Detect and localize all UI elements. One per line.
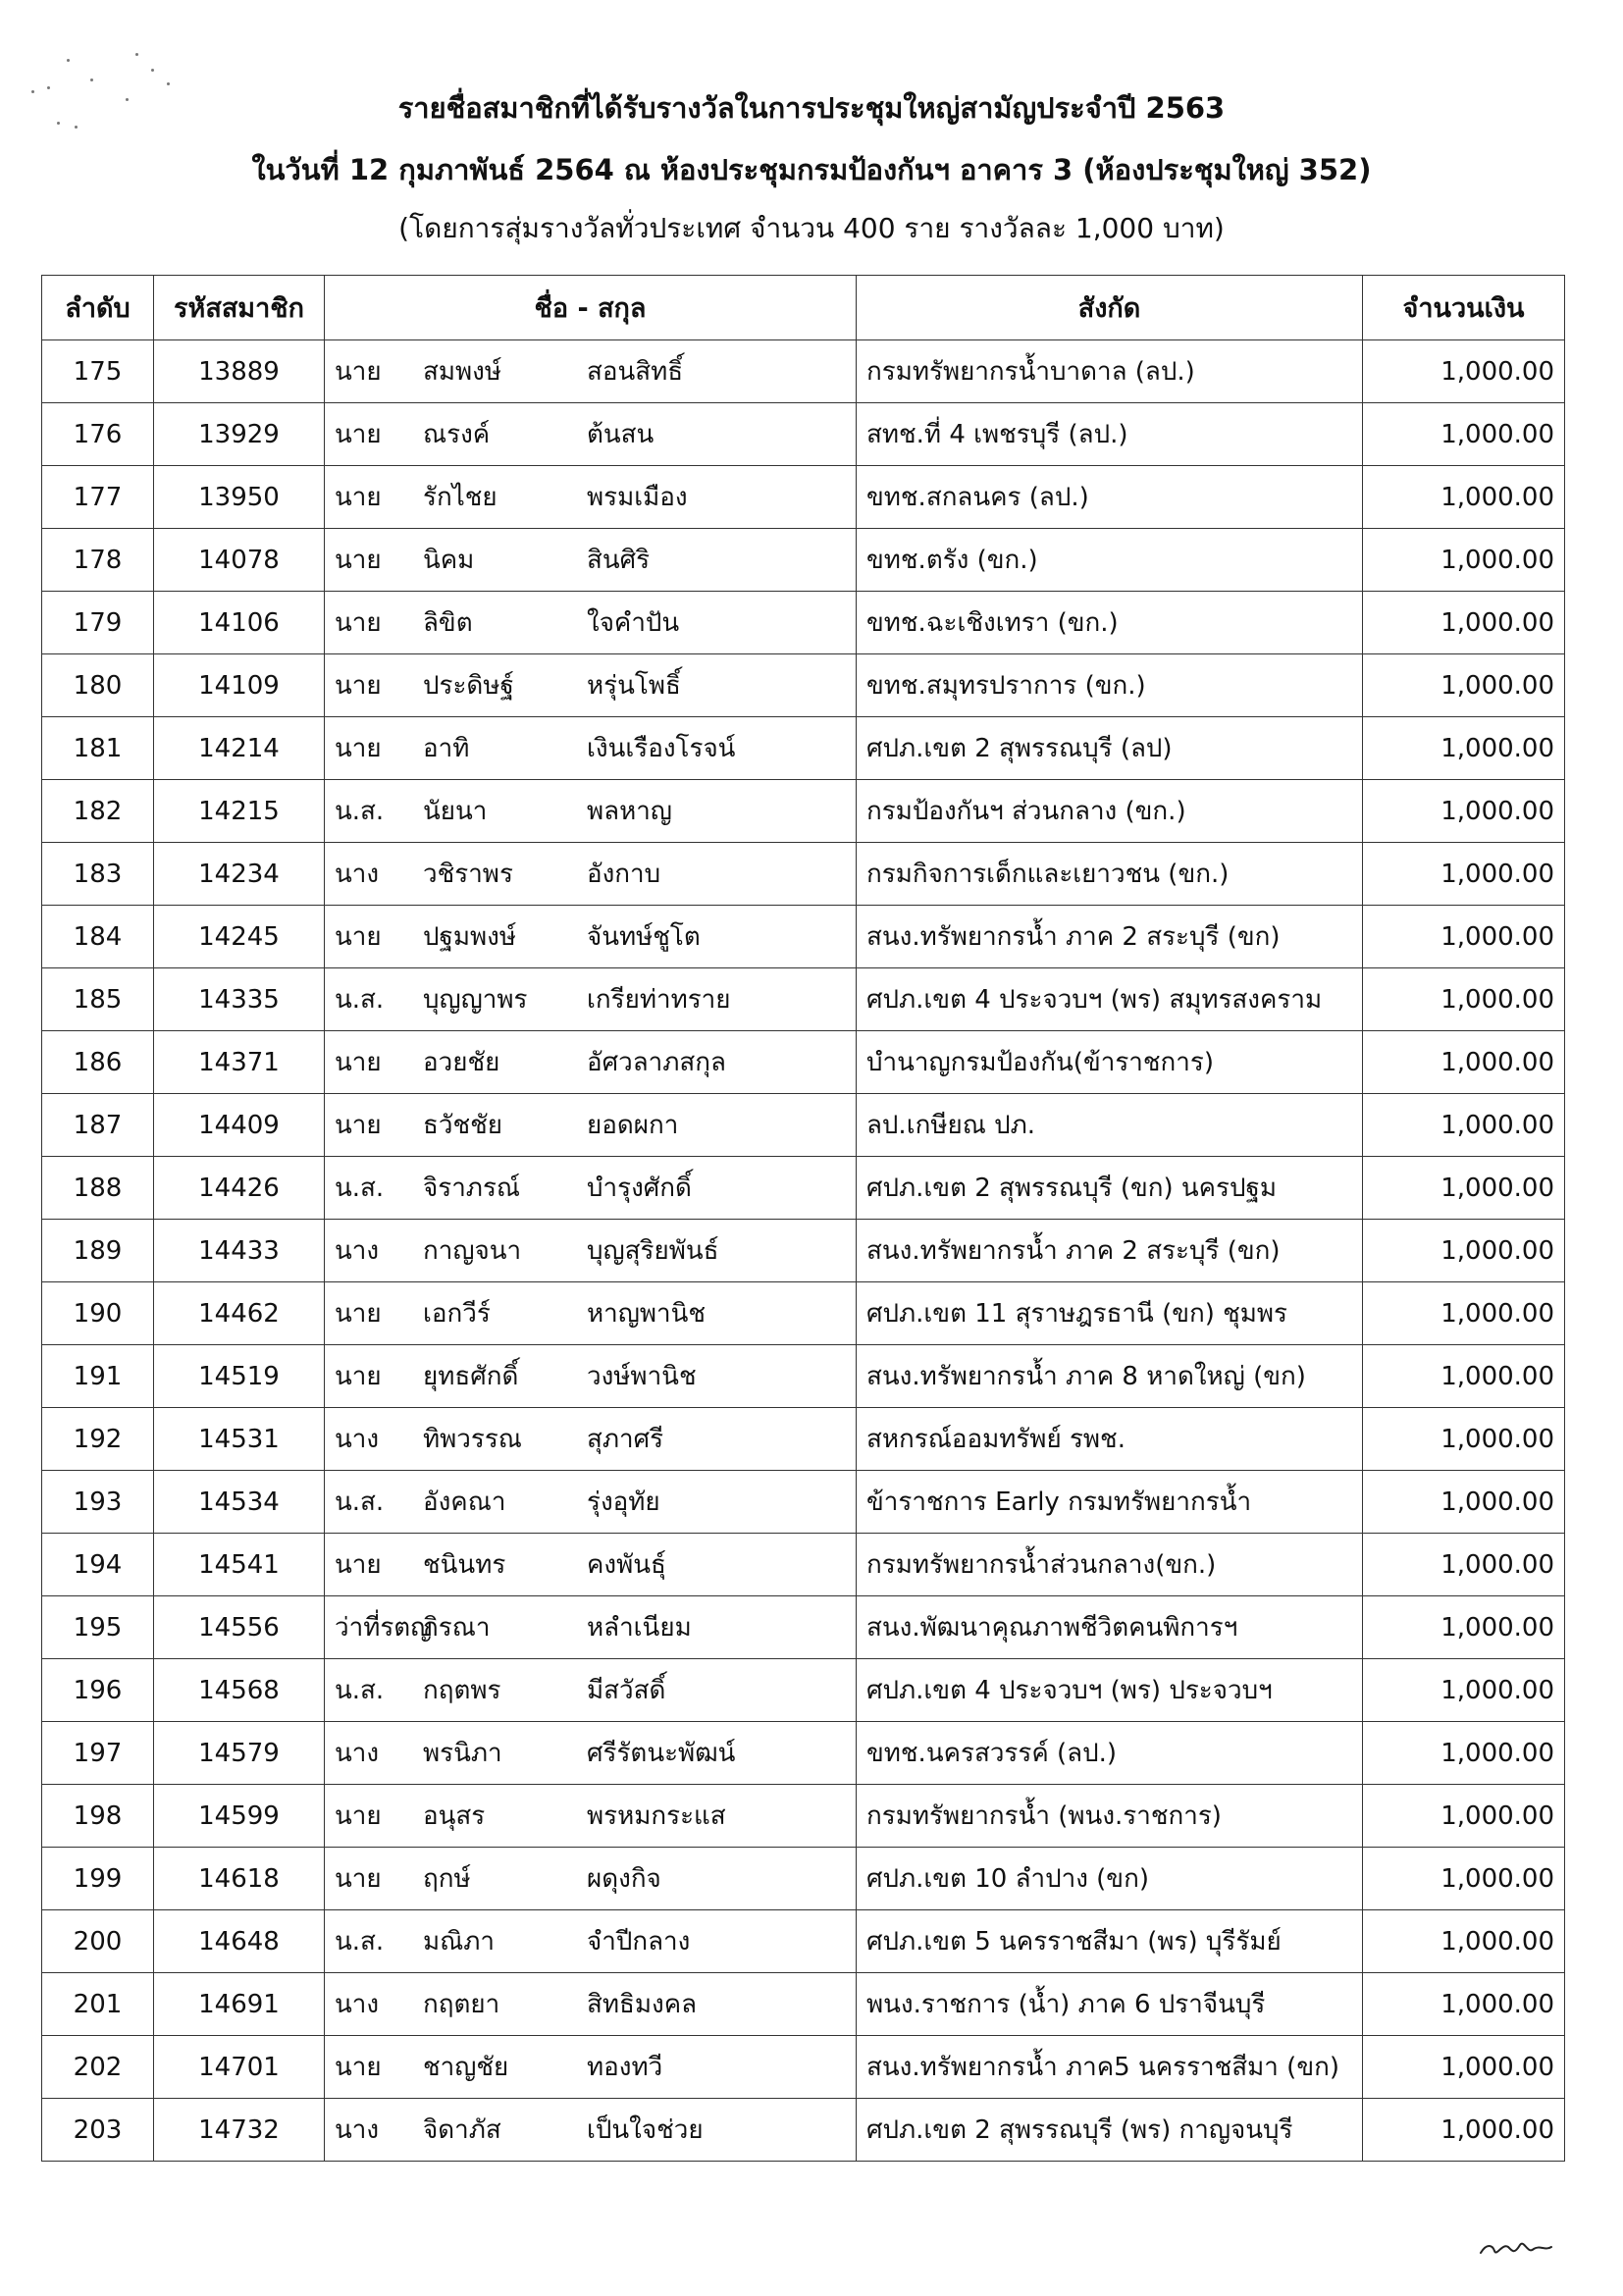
- first-name: ฤกษ์: [423, 1864, 471, 1894]
- member-id: 14215: [154, 780, 325, 843]
- row-number: 180: [42, 654, 154, 717]
- member-name: [325, 1157, 857, 1220]
- member-id: 14648: [154, 1910, 325, 1973]
- winners-table: [41, 275, 1565, 2162]
- table-header-row: [42, 276, 1565, 340]
- member-id: 14519: [154, 1345, 325, 1408]
- row-number: 197: [42, 1722, 154, 1785]
- row-number: 190: [42, 1282, 154, 1345]
- name-prefix: นาย: [335, 546, 382, 575]
- amount: 1,000.00: [1363, 1910, 1565, 1973]
- name-prefix: น.ส.: [335, 1174, 385, 1203]
- row-number: 186: [42, 1031, 154, 1094]
- member-name: [325, 1596, 857, 1659]
- member-id: 14531: [154, 1408, 325, 1471]
- table-row: [42, 1596, 1565, 1659]
- member-name: [325, 968, 857, 1031]
- member-name: [325, 2099, 857, 2162]
- name-prefix: นาย: [335, 420, 382, 449]
- affiliation: กรมทรัพยากรน้ำส่วนกลาง(ขก.): [857, 1534, 1363, 1596]
- col-header-member-id: รหัสสมาชิก: [154, 276, 325, 340]
- row-number: 202: [42, 2036, 154, 2099]
- affiliation: ศปภ.เขต 4 ประจวบฯ (พร) สมุทรสงคราม: [857, 968, 1363, 1031]
- affiliation: ศปภ.เขต 5 นครราชสีมา (พร) บุรีรัมย์: [857, 1910, 1363, 1973]
- amount: 1,000.00: [1363, 843, 1565, 906]
- name-prefix: นาย: [335, 1864, 382, 1894]
- row-number: 203: [42, 2099, 154, 2162]
- member-name: [325, 592, 857, 654]
- member-id: 14214: [154, 717, 325, 780]
- affiliation: สทช.ที่ 4 เพชรบุรี (ลป.): [857, 403, 1363, 466]
- last-name: จันทษ์ชูโต: [587, 922, 701, 952]
- member-name: [325, 529, 857, 592]
- table-row: [42, 1094, 1565, 1157]
- amount: 1,000.00: [1363, 592, 1565, 654]
- member-name: [325, 1659, 857, 1722]
- affiliation: ศปภ.เขต 10 ลำปาง (ขก): [857, 1848, 1363, 1910]
- member-id: 14618: [154, 1848, 325, 1910]
- last-name: หาญพานิช: [587, 1299, 707, 1329]
- amount: 1,000.00: [1363, 1973, 1565, 2036]
- member-id: 14433: [154, 1220, 325, 1282]
- last-name: อังกาบ: [587, 860, 661, 889]
- member-id: 14541: [154, 1534, 325, 1596]
- member-id: 14579: [154, 1722, 325, 1785]
- first-name: กฤตพร: [423, 1676, 501, 1705]
- table-row: [42, 906, 1565, 968]
- table-row: [42, 340, 1565, 403]
- first-name: มณิภา: [423, 1927, 495, 1957]
- table-row: [42, 592, 1565, 654]
- member-name: [325, 1910, 857, 1973]
- first-name: ลิขิต: [423, 608, 473, 638]
- name-prefix: นาย: [335, 1550, 382, 1580]
- name-prefix: นาย: [335, 2053, 382, 2082]
- amount: 1,000.00: [1363, 1094, 1565, 1157]
- row-number: 189: [42, 1220, 154, 1282]
- col-header-name: ชื่อ - สกุล: [325, 276, 857, 340]
- row-number: 188: [42, 1157, 154, 1220]
- row-number: 176: [42, 403, 154, 466]
- member-name: [325, 1220, 857, 1282]
- first-name: จิดาภัส: [423, 2115, 501, 2145]
- row-number: 191: [42, 1345, 154, 1408]
- member-id: 14426: [154, 1157, 325, 1220]
- affiliation: ศปภ.เขต 2 สุพรรณบุรี (ลป): [857, 717, 1363, 780]
- amount: 1,000.00: [1363, 1722, 1565, 1785]
- member-id: 13929: [154, 403, 325, 466]
- row-number: 178: [42, 529, 154, 592]
- table-row: [42, 1220, 1565, 1282]
- amount: 1,000.00: [1363, 1596, 1565, 1659]
- amount: 1,000.00: [1363, 1785, 1565, 1848]
- first-name: รักไชย: [423, 483, 497, 512]
- member-id: 14234: [154, 843, 325, 906]
- table-row: [42, 1722, 1565, 1785]
- last-name: เป็นใจช่วย: [587, 2115, 704, 2145]
- amount: 1,000.00: [1363, 340, 1565, 403]
- affiliation: ข้าราชการ Early กรมทรัพยากรน้ำ: [857, 1471, 1363, 1534]
- name-prefix: นาย: [335, 483, 382, 512]
- name-prefix: น.ส.: [335, 1487, 385, 1517]
- row-number: 181: [42, 717, 154, 780]
- affiliation: ลป.เกษียณ ปภ.: [857, 1094, 1363, 1157]
- name-prefix: นาง: [335, 1990, 380, 2019]
- member-id: 14599: [154, 1785, 325, 1848]
- first-name: ทิพวรรณ: [423, 1425, 522, 1454]
- member-id: 14245: [154, 906, 325, 968]
- last-name: คงพันธุ์: [587, 1550, 666, 1580]
- table-row: [42, 1031, 1565, 1094]
- table-row: [42, 1345, 1565, 1408]
- member-id: 14701: [154, 2036, 325, 2099]
- first-name: บุญญาพร: [423, 985, 528, 1015]
- last-name: บุญสุริยพันธ์: [587, 1236, 719, 1266]
- first-name: พรนิภา: [423, 1739, 502, 1768]
- name-prefix: นาย: [335, 671, 382, 701]
- last-name: หลำเนียม: [587, 1613, 692, 1643]
- first-name: ณรงค์: [423, 420, 491, 449]
- last-name: สอนสิทธิ์: [587, 357, 684, 387]
- row-number: 183: [42, 843, 154, 906]
- amount: 1,000.00: [1363, 2099, 1565, 2162]
- member-name: [325, 906, 857, 968]
- document-header: [0, 86, 1623, 249]
- table-row: [42, 2099, 1565, 2162]
- member-id: 14109: [154, 654, 325, 717]
- col-header-no: ลำดับ: [42, 276, 154, 340]
- row-number: 184: [42, 906, 154, 968]
- table-body: [42, 340, 1565, 2162]
- member-id: 13889: [154, 340, 325, 403]
- affiliation: กรมป้องกันฯ ส่วนกลาง (ขก.): [857, 780, 1363, 843]
- amount: 1,000.00: [1363, 1031, 1565, 1094]
- table-row: [42, 1973, 1565, 2036]
- member-name: [325, 466, 857, 529]
- document-title-line2: ในวันที่ 12 กุมภาพันธ์ 2564 ณ ห้องประชุมกรมป้องกันฯ อาคาร 3 (ห้องประชุมใหญ่ 352): [251, 153, 1372, 186]
- table-row: [42, 1534, 1565, 1596]
- amount: 1,000.00: [1363, 906, 1565, 968]
- member-name: [325, 1722, 857, 1785]
- name-prefix: นาย: [335, 1362, 382, 1391]
- member-name: [325, 1973, 857, 2036]
- first-name: สมพงษ์: [423, 357, 501, 387]
- amount: 1,000.00: [1363, 968, 1565, 1031]
- row-number: 177: [42, 466, 154, 529]
- amount: 1,000.00: [1363, 1282, 1565, 1345]
- affiliation: สนง.ทรัพยากรน้ำ ภาค 2 สระบุรี (ขก): [857, 1220, 1363, 1282]
- affiliation: บำนาญกรมป้องกัน(ข้าราชการ): [857, 1031, 1363, 1094]
- first-name: ชาญชัย: [423, 2053, 509, 2082]
- last-name: สุภาศรี: [587, 1425, 664, 1454]
- affiliation: ขทช.ตรัง (ขก.): [857, 529, 1363, 592]
- member-name: [325, 717, 857, 780]
- affiliation: สนง.ทรัพยากรน้ำ ภาค 8 หาดใหญ่ (ขก): [857, 1345, 1363, 1408]
- last-name: เงินเรืองโรจน์: [587, 734, 736, 763]
- name-prefix: นาง: [335, 1425, 380, 1454]
- amount: 1,000.00: [1363, 1534, 1565, 1596]
- table-row: [42, 780, 1565, 843]
- table-row: [42, 1408, 1565, 1471]
- last-name: มีสวัสดิ์: [587, 1676, 666, 1705]
- table-row: [42, 1785, 1565, 1848]
- member-id: 14335: [154, 968, 325, 1031]
- row-number: 198: [42, 1785, 154, 1848]
- member-name: [325, 2036, 857, 2099]
- affiliation: ขทช.ฉะเชิงเทรา (ขก.): [857, 592, 1363, 654]
- member-name: [325, 1094, 857, 1157]
- last-name: พลหาญ: [587, 797, 672, 826]
- amount: 1,000.00: [1363, 717, 1565, 780]
- affiliation: พนง.ราชการ (น้ำ) ภาค 6 ปราจีนบุรี: [857, 1973, 1363, 2036]
- last-name: รุ่งอุทัย: [587, 1487, 660, 1517]
- col-header-amount: จำนวนเงิน: [1363, 276, 1565, 340]
- amount: 1,000.00: [1363, 1157, 1565, 1220]
- member-name: [325, 1785, 857, 1848]
- name-prefix: น.ส.: [335, 797, 385, 826]
- member-id: 13950: [154, 466, 325, 529]
- amount: 1,000.00: [1363, 1471, 1565, 1534]
- member-id: 14556: [154, 1596, 325, 1659]
- amount: 1,000.00: [1363, 403, 1565, 466]
- last-name: พรมเมือง: [587, 483, 688, 512]
- affiliation: ขทช.นครสวรรค์ (ลป.): [857, 1722, 1363, 1785]
- row-number: 182: [42, 780, 154, 843]
- member-id: 14409: [154, 1094, 325, 1157]
- affiliation: ขทช.สมุทรปราการ (ขก.): [857, 654, 1363, 717]
- table-row: [42, 1471, 1565, 1534]
- amount: 1,000.00: [1363, 2036, 1565, 2099]
- table-row: [42, 1157, 1565, 1220]
- row-number: 175: [42, 340, 154, 403]
- last-name: วงษ์พานิช: [587, 1362, 697, 1391]
- affiliation: ขทช.สกลนคร (ลป.): [857, 466, 1363, 529]
- member-name: [325, 1471, 857, 1534]
- member-name: [325, 340, 857, 403]
- first-name: ชนินทร: [423, 1550, 506, 1580]
- amount: 1,000.00: [1363, 780, 1565, 843]
- name-prefix: นาง: [335, 2115, 380, 2145]
- affiliation: ศปภ.เขต 2 สุพรรณบุรี (พร) กาญจนบุรี: [857, 2099, 1363, 2162]
- affiliation: สนง.ทรัพยากรน้ำ ภาค5 นครราชสีมา (ขก): [857, 2036, 1363, 2099]
- member-id: 14078: [154, 529, 325, 592]
- member-id: 14462: [154, 1282, 325, 1345]
- last-name: สิทธิมงคล: [587, 1990, 698, 2019]
- member-name: [325, 1408, 857, 1471]
- name-prefix: นาย: [335, 1299, 382, 1329]
- last-name: จำปีกลาง: [587, 1927, 691, 1957]
- last-name: สินศิริ: [587, 546, 651, 575]
- table-row: [42, 1659, 1565, 1722]
- row-number: 193: [42, 1471, 154, 1534]
- table-row: [42, 1282, 1565, 1345]
- row-number: 200: [42, 1910, 154, 1973]
- name-prefix: นาย: [335, 734, 382, 763]
- last-name: เกรียท่าทราย: [587, 985, 731, 1015]
- amount: 1,000.00: [1363, 529, 1565, 592]
- name-prefix: นาย: [335, 1048, 382, 1077]
- amount: 1,000.00: [1363, 1408, 1565, 1471]
- last-name: หรุ่นโพธิ์: [587, 671, 681, 701]
- table-row: [42, 843, 1565, 906]
- last-name: พรหมกระแส: [587, 1801, 726, 1831]
- member-name: [325, 654, 857, 717]
- last-name: ทองทวี: [587, 2053, 663, 2082]
- affiliation: ศปภ.เขต 11 สุราษฎรธานี (ขก) ชุมพร: [857, 1282, 1363, 1345]
- name-prefix: นาย: [335, 1801, 382, 1831]
- last-name: อัศวลาภสกุล: [587, 1048, 726, 1077]
- table-row: [42, 654, 1565, 717]
- first-name: อวยชัย: [423, 1048, 500, 1077]
- first-name: ยุทธศักดิ์: [423, 1362, 519, 1391]
- row-number: 194: [42, 1534, 154, 1596]
- first-name: นิคม: [423, 546, 475, 575]
- affiliation: สหกรณ์ออมทรัพย์ รพช.: [857, 1408, 1363, 1471]
- document-subtitle: (โดยการสุ่มรางวัลทั่วประเทศ จำนวน 400 ราย รางวัลละ 1,000 บาท): [398, 212, 1225, 244]
- first-name: อังคณา: [423, 1487, 506, 1517]
- member-name: [325, 1282, 857, 1345]
- name-prefix: น.ส.: [335, 985, 385, 1015]
- first-name: จิราภรณ์: [423, 1174, 521, 1203]
- last-name: ผดุงกิจ: [587, 1864, 661, 1894]
- member-id: 14106: [154, 592, 325, 654]
- row-number: 185: [42, 968, 154, 1031]
- col-header-affiliation: สังกัด: [857, 276, 1363, 340]
- affiliation: ศปภ.เขต 2 สุพรรณบุรี (ขก) นครปฐม: [857, 1157, 1363, 1220]
- name-prefix: นาย: [335, 1111, 382, 1140]
- affiliation: กรมทรัพยากรน้ำบาดาล (ลป.): [857, 340, 1363, 403]
- table-row: [42, 2036, 1565, 2099]
- row-number: 196: [42, 1659, 154, 1722]
- first-name: ปฐมพงษ์: [423, 922, 516, 952]
- name-prefix: นาย: [335, 357, 382, 387]
- first-name: อนุสร: [423, 1801, 486, 1831]
- first-name: กาญจนา: [423, 1236, 522, 1266]
- affiliation: ศปภ.เขต 4 ประจวบฯ (พร) ประจวบฯ: [857, 1659, 1363, 1722]
- name-prefix: นาย: [335, 608, 382, 638]
- amount: 1,000.00: [1363, 1345, 1565, 1408]
- first-name: อาทิ: [423, 734, 470, 763]
- table-row: [42, 466, 1565, 529]
- first-name: ประดิษฐ์: [423, 671, 514, 701]
- document-title: รายชื่อสมาชิกที่ได้รับรางวัลในการประชุมใหญ่สามัญประจำปี 2563: [397, 91, 1226, 125]
- affiliation: กรมทรัพยากรน้ำ (พนง.ราชการ): [857, 1785, 1363, 1848]
- table-row: [42, 1910, 1565, 1973]
- name-prefix: น.ส.: [335, 1927, 385, 1957]
- amount: 1,000.00: [1363, 466, 1565, 529]
- member-id: 14691: [154, 1973, 325, 2036]
- row-number: 201: [42, 1973, 154, 2036]
- last-name: ศรีรัตนะพัฒน์: [587, 1739, 736, 1768]
- row-number: 192: [42, 1408, 154, 1471]
- last-name: ใจคำปัน: [587, 608, 680, 638]
- signature-mark: [1477, 2233, 1555, 2263]
- affiliation: สนง.พัฒนาคุณภาพชีวิตคนพิการฯ: [857, 1596, 1363, 1659]
- table-row: [42, 717, 1565, 780]
- row-number: 199: [42, 1848, 154, 1910]
- name-prefix: ว่าที่รตญ: [335, 1613, 433, 1643]
- affiliation: สนง.ทรัพยากรน้ำ ภาค 2 สระบุรี (ขก): [857, 906, 1363, 968]
- last-name: ยอดผกา: [587, 1111, 679, 1140]
- member-name: [325, 1031, 857, 1094]
- member-name: [325, 1848, 857, 1910]
- amount: 1,000.00: [1363, 654, 1565, 717]
- row-number: 179: [42, 592, 154, 654]
- first-name: นัยนา: [423, 797, 488, 826]
- affiliation: กรมกิจการเด็กและเยาวชน (ขก.): [857, 843, 1363, 906]
- name-prefix: นาง: [335, 1739, 380, 1768]
- member-id: 14534: [154, 1471, 325, 1534]
- name-prefix: นาย: [335, 922, 382, 952]
- table-row: [42, 1848, 1565, 1910]
- name-prefix: นาง: [335, 860, 380, 889]
- member-name: [325, 843, 857, 906]
- first-name: วชิราพร: [423, 860, 513, 889]
- member-name: [325, 1534, 857, 1596]
- first-name: ธวัชชัย: [423, 1111, 502, 1140]
- table-row: [42, 529, 1565, 592]
- row-number: 187: [42, 1094, 154, 1157]
- table-row: [42, 968, 1565, 1031]
- member-id: 14568: [154, 1659, 325, 1722]
- member-name: [325, 1345, 857, 1408]
- last-name: ต้นสน: [587, 420, 654, 449]
- amount: 1,000.00: [1363, 1659, 1565, 1722]
- first-name: กฤตยา: [423, 1990, 500, 2019]
- name-prefix: นาง: [335, 1236, 380, 1266]
- member-name: [325, 780, 857, 843]
- amount: 1,000.00: [1363, 1220, 1565, 1282]
- row-number: 195: [42, 1596, 154, 1659]
- first-name: กิรณา: [423, 1613, 491, 1643]
- member-id: 14732: [154, 2099, 325, 2162]
- table-row: [42, 403, 1565, 466]
- member-name: [325, 403, 857, 466]
- last-name: บำรุงศักดิ์: [587, 1174, 692, 1203]
- name-prefix: น.ส.: [335, 1676, 385, 1705]
- first-name: เอกวีร์: [423, 1299, 491, 1329]
- member-id: 14371: [154, 1031, 325, 1094]
- amount: 1,000.00: [1363, 1848, 1565, 1910]
